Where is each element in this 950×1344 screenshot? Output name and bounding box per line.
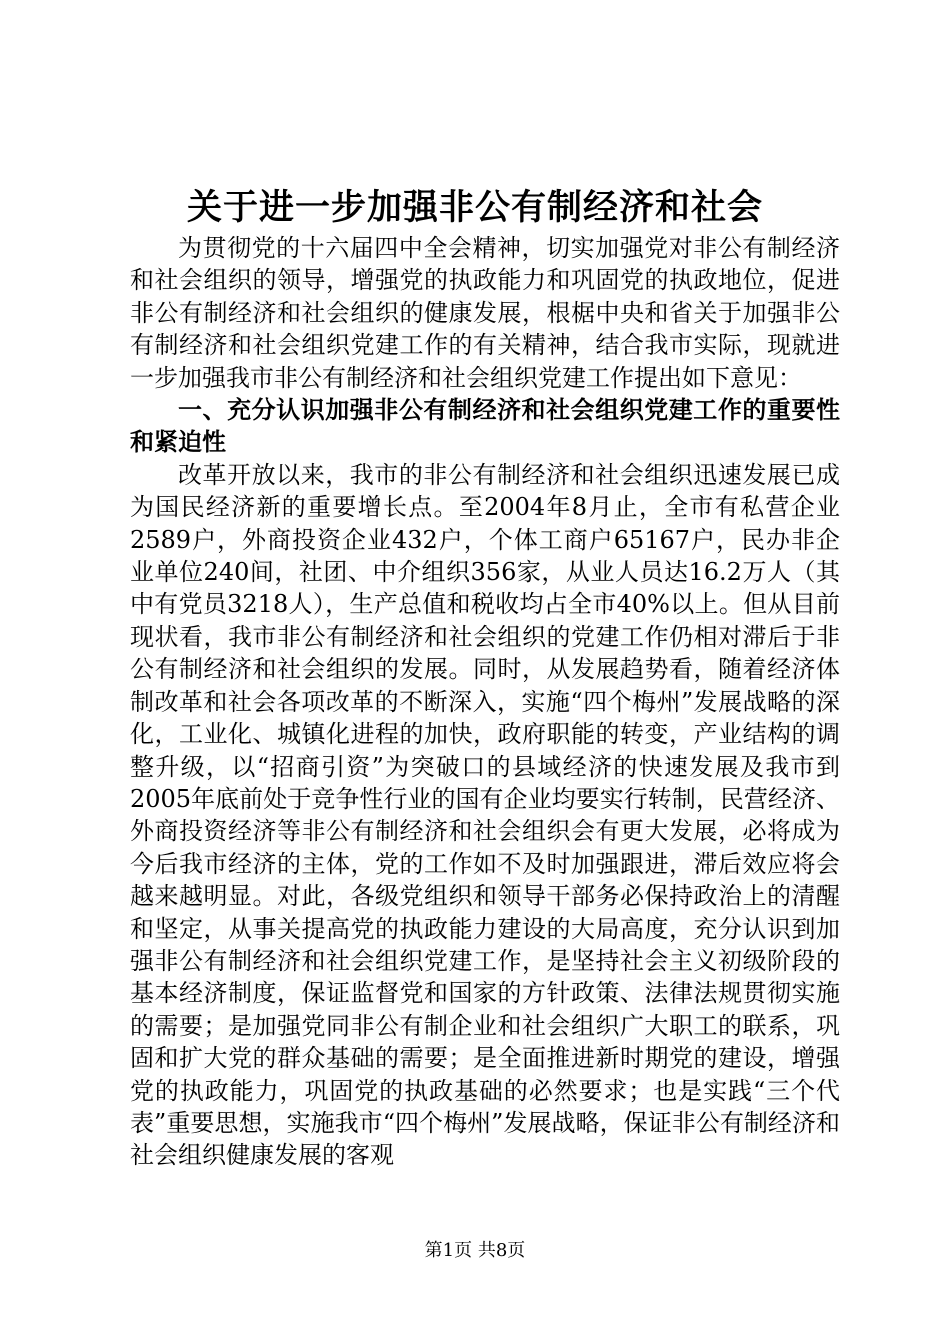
document-body [130, 232, 840, 1172]
page-footer: 第1页 共8页 [424, 1240, 526, 1261]
section-heading: 一、充分认识加强非公有制经济和社会组织党建工作的重要性和紧迫性 [130, 395, 840, 457]
intro-paragraph: 为贯彻党的十六届四中全会精神，切实加强党对非公有制经济和社会组织的领导，增强党的执政能力和巩固党的执政地位，促进非公有制经济和社会组织的健康发展，根椐中央和省关于加强非公有制经济和社会组织党建工作的有关精神，结合我市实际，现就进一步加强我市非公有制经济和社会组织党建工作提出如下意见： [130, 234, 840, 392]
document-title: 关于进一步加强非公有制经济和社会 [186, 187, 763, 228]
section-paragraph: 改革开放以来，我市的非公有制经济和社会组织迅速发展已成为国民经济新的重要增长点。至2004年8月止，全市有私营企业2589户，外商投资企业432户，个体工商户65167户，民办非企业单位240间，社团、中介组织356家，从业人员达16.2万人（其中有党员3218人），生产总值和税收均占全市40%以上。但从目前现状看，我市非公有制经济和社会组织的党建工作仍相对滞后于非公有制经济和社会组织的发展。同时，从发展趋势看，随着经济体制改革和社会各项改革的不断深入，实施“四个梅州”发展战略的深化，工业化、城镇化进程的加快，政府职能的转变，产业结构的调整升级，以“招商引资”为突破口的县域经济的快速发展及我市到2005年底前处于竞争性行业的国有企业均要实行转制，民营经济、外商投资经济等非公有制经济和社会组织会有更大发展，必将成为今后我市经济的主体，党的工作如不及时加强跟进，滞后效应将会越来越明显。对此，各级党组织和领导干部务必保持政治上的清醒和坚定，从事关提高党的执政能力建设的大局高度，充分认识到加强非公有制经济和社会组织党建工作，是坚持社会主义初级阶段的基本经济制度，保证监督党和国家的方针政策、法律法规贯彻实施的需要；是加强党同非公有制企业和社会组织广大职工的联系，巩固和扩大党的群众基础的需要；是全面推进新时期党的建设，增强党的执政能力，巩固党的执政基础的必然要求；也是实践“三个代表”重要思想，实施我市“四个梅州”发展战略，保证非公有制经济和社会组织健康发展的客观 [130, 460, 840, 1170]
